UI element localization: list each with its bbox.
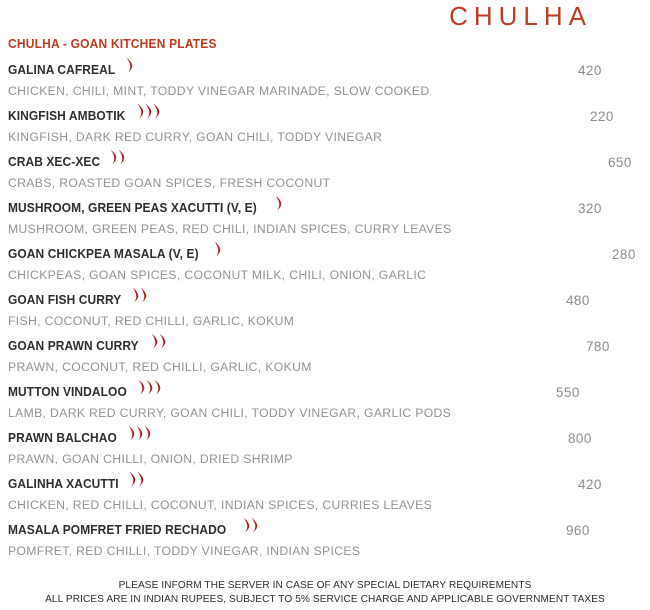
chili-pepper-icon: [146, 379, 153, 395]
spice-level-indicator: [151, 333, 167, 351]
menu-item-header: [8, 384, 642, 403]
chili-pepper-icon: [275, 195, 282, 211]
menu-item-description: CHICKEN, CHILI, MINT, TODDY VINEGAR MARINADE, SLOW COOKED: [8, 84, 430, 98]
menu-item-description: PRAWN, GOAN CHILLI, ONION, DRIED SHRIMP: [8, 452, 293, 466]
menu-item-name: MASALA POMFRET FRIED RECHADO: [8, 523, 227, 537]
menu-item-name: GALINA CAFREAL: [8, 63, 116, 77]
menu-item-price: 960: [566, 523, 590, 538]
spice-level-indicator: [129, 471, 145, 489]
menu-item-price: 650: [608, 155, 632, 170]
restaurant-logo: CHULHA: [449, 1, 592, 31]
chili-pepper-icon: [136, 425, 143, 441]
menu-item-header: [8, 246, 642, 265]
menu-item-header: [8, 292, 642, 311]
spice-level-indicator: [128, 425, 152, 443]
spice-level-indicator: [275, 195, 283, 213]
footer-line-taxes: ALL PRICES ARE IN INDIAN RUPEES, SUBJECT TO 5% SERVICE CHARGE AND APPLICABLE GOVERNMENT TAXES: [45, 594, 605, 605]
footer-line-dietary: PLEASE INFORM THE SERVER IN CASE OF ANY SPECIAL DIETARY REQUIREMENTS: [118, 580, 532, 591]
menu-item-name: KINGFISH AMBOTIK: [8, 109, 126, 123]
menu-item-price: 420: [578, 477, 602, 492]
chili-pepper-icon: [138, 379, 145, 395]
menu-item-description: CHICKEN, RED CHILLI, COCONUT, INDIAN SPICES, CURRIES LEAVES: [8, 498, 433, 512]
menu-item-description: LAMB, DARK RED CURRY, GOAN CHILI, TODDY VINEGAR, GARLIC PODS: [8, 406, 452, 420]
menu-item-description: POMFRET, RED CHILLI, TODDY VINEGAR, INDIAN SPICES: [8, 544, 361, 558]
chili-pepper-icon: [128, 425, 135, 441]
menu-item: [8, 200, 642, 246]
menu-item-name: MUSHROOM, GREEN PEAS XACUTTI (V, E): [8, 201, 257, 215]
menu-item-header: [8, 430, 642, 449]
chili-pepper-icon: [151, 333, 158, 349]
menu-item-header: [8, 476, 642, 495]
menu-item: [8, 154, 642, 200]
menu-item-name: PRAWN BALCHAO: [8, 431, 117, 445]
menu-item: [8, 384, 642, 430]
menu-item: [8, 292, 642, 338]
menu-item-price: 550: [556, 385, 580, 400]
menu-item: [8, 338, 642, 384]
chili-pepper-icon: [110, 149, 117, 165]
menu-item-price: 480: [566, 293, 590, 308]
chili-pepper-icon: [118, 149, 125, 165]
menu-item: [8, 246, 642, 292]
menu-item-description: KINGFISH, DARK RED CURRY, GOAN CHILI, TODDY VINEGAR: [8, 130, 383, 144]
menu-item: [8, 522, 642, 568]
menu-item-description: PRAWN, COCONUT, RED CHILLI, GARLIC, KOKUM: [8, 360, 312, 374]
menu-item-header: [8, 200, 642, 219]
spice-level-indicator: [137, 103, 161, 121]
menu-item-price: 320: [578, 201, 602, 216]
menu-item-price: 420: [578, 63, 602, 78]
menu-item-description: MUSHROOM, GREEN PEAS, RED CHILI, INDIAN SPICES, CURRY LEAVES: [8, 222, 452, 236]
menu-item: [8, 430, 642, 476]
chili-pepper-icon: [145, 103, 152, 119]
chili-pepper-icon: [251, 517, 258, 533]
chili-pepper-icon: [154, 379, 161, 395]
brand-header: [0, 0, 650, 32]
chili-pepper-icon: [129, 471, 136, 487]
menu-item-name: GOAN CHICKPEA MASALA (V, E): [8, 247, 199, 261]
spice-level-indicator: [138, 379, 162, 397]
menu-item: [8, 108, 642, 154]
menu-item-price: 280: [612, 247, 636, 262]
menu-item-price: 800: [568, 431, 592, 446]
menu-item-name: GOAN PRAWN CURRY: [8, 339, 139, 353]
spice-level-indicator: [214, 241, 222, 259]
chili-pepper-icon: [140, 287, 147, 303]
menu-item-description: CHICKPEAS, GOAN SPICES, COCONUT MILK, CHILI, ONION, GARLIC: [8, 268, 427, 282]
section-heading: CHULHA - GOAN KITCHEN PLATES: [8, 37, 217, 51]
spice-level-indicator: [243, 517, 259, 535]
menu-item-description: FISH, COCONUT, RED CHILLI, GARLIC, KOKUM: [8, 314, 295, 328]
menu-items-list: [0, 62, 650, 568]
chili-pepper-icon: [144, 425, 151, 441]
menu-item-price: 220: [590, 109, 614, 124]
chili-pepper-icon: [153, 103, 160, 119]
chili-pepper-icon: [137, 103, 144, 119]
menu-item: [8, 62, 642, 108]
menu-item-name: MUTTON VINDALOO: [8, 385, 127, 399]
menu-item-header: [8, 62, 642, 81]
spice-level-indicator: [132, 287, 148, 305]
menu-item-header: [8, 108, 642, 127]
menu-item-name: CRAB XEC-XEC: [8, 155, 101, 169]
footer-notes: [0, 579, 650, 607]
chili-pepper-icon: [137, 471, 144, 487]
spice-level-indicator: [110, 149, 126, 167]
chili-pepper-icon: [214, 241, 221, 257]
menu-item: [8, 476, 642, 522]
chili-pepper-icon: [132, 287, 139, 303]
spice-level-indicator: [126, 57, 134, 75]
menu-item-description: CRABS, ROASTED GOAN SPICES, FRESH COCONUT: [8, 176, 331, 190]
chili-pepper-icon: [159, 333, 166, 349]
chili-pepper-icon: [243, 517, 250, 533]
menu-item-header: [8, 154, 642, 173]
menu-item-name: GALINHA XACUTTI: [8, 477, 119, 491]
menu-item-header: [8, 522, 642, 541]
menu-item-name: GOAN FISH CURRY: [8, 293, 122, 307]
chili-pepper-icon: [126, 57, 133, 73]
menu-item-price: 780: [586, 339, 610, 354]
menu-item-header: [8, 338, 642, 357]
